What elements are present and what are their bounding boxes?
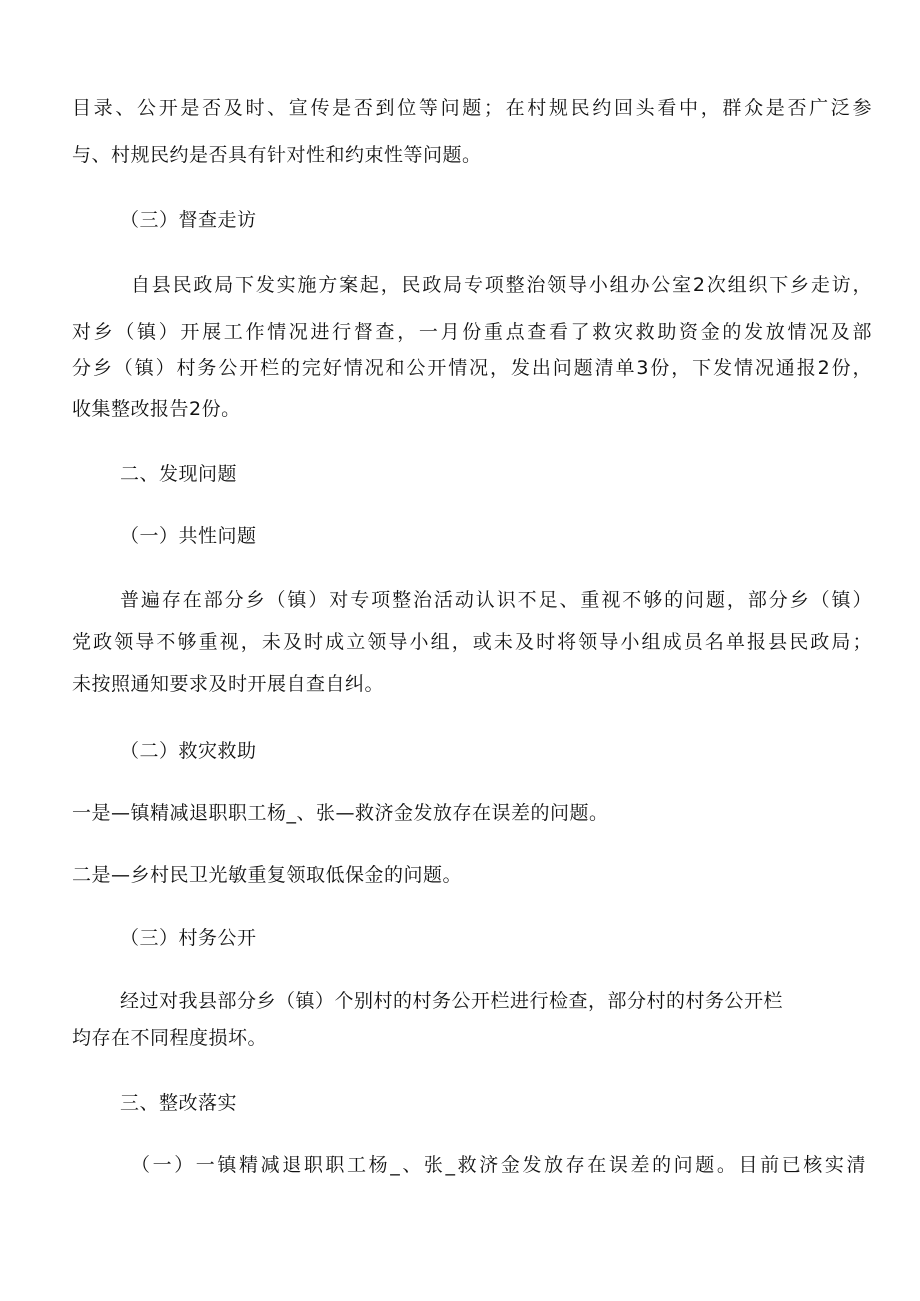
paragraph-line: 对乡（镇）开展工作情况进行督查，一月份重点查看了救灾救助资金的发放情况及部 [72, 321, 872, 343]
paragraph-line: 自县民政局下发实施方案起，民政局专项整治领导小组办公室2次组织下乡走访， [131, 274, 872, 296]
paragraph-line: 经过对我县部分乡（镇）个别村的村务公开栏进行检查，部分村的村务公开栏 [120, 990, 784, 1012]
section-heading: 三、整改落实 [120, 1092, 238, 1114]
paragraph-line: 均存在不同程度损坏。 [72, 1027, 268, 1049]
paragraph-line: 与、村规民约是否具有针对性和约束性等问题。 [72, 144, 482, 166]
paragraph-line: 收集整改报告2份。 [72, 398, 241, 420]
paragraph-line: 党政领导不够重视，未及时成立领导小组，或未及时将领导小组成员名单报县民政局； [72, 631, 872, 653]
paragraph-line: 未按照通知要求及时开展自查自纠。 [72, 673, 385, 695]
section-heading: （三）督查走访 [120, 209, 257, 231]
paragraph-line: （一）一镇精减退职职工杨_、张_救济金发放存在误差的问题。目前已核实清 [131, 1154, 866, 1176]
paragraph-line: 二是—乡村民卫光敏重复领取低保金的问题。 [72, 864, 463, 886]
paragraph-line: 一是—镇精减退职职工杨_、张—救济金发放存在误差的问题。 [72, 802, 609, 824]
paragraph-line: 分乡（镇）村务公开栏的完好情况和公开情况，发出问题清单3份，下发情况通报2份， [72, 357, 872, 379]
section-heading: （一）共性问题 [120, 525, 257, 547]
section-heading: 二、发现问题 [120, 463, 238, 485]
section-heading: （三）村务公开 [120, 927, 257, 949]
section-heading: （二）救灾救助 [120, 740, 257, 762]
paragraph-line: 普遍存在部分乡（镇）对专项整治活动认识不足、重视不够的问题，部分乡（镇） [120, 589, 872, 611]
paragraph-line: 目录、公开是否及时、宣传是否到位等问题；在村规民约回头看中，群众是否广泛参 [72, 97, 872, 119]
